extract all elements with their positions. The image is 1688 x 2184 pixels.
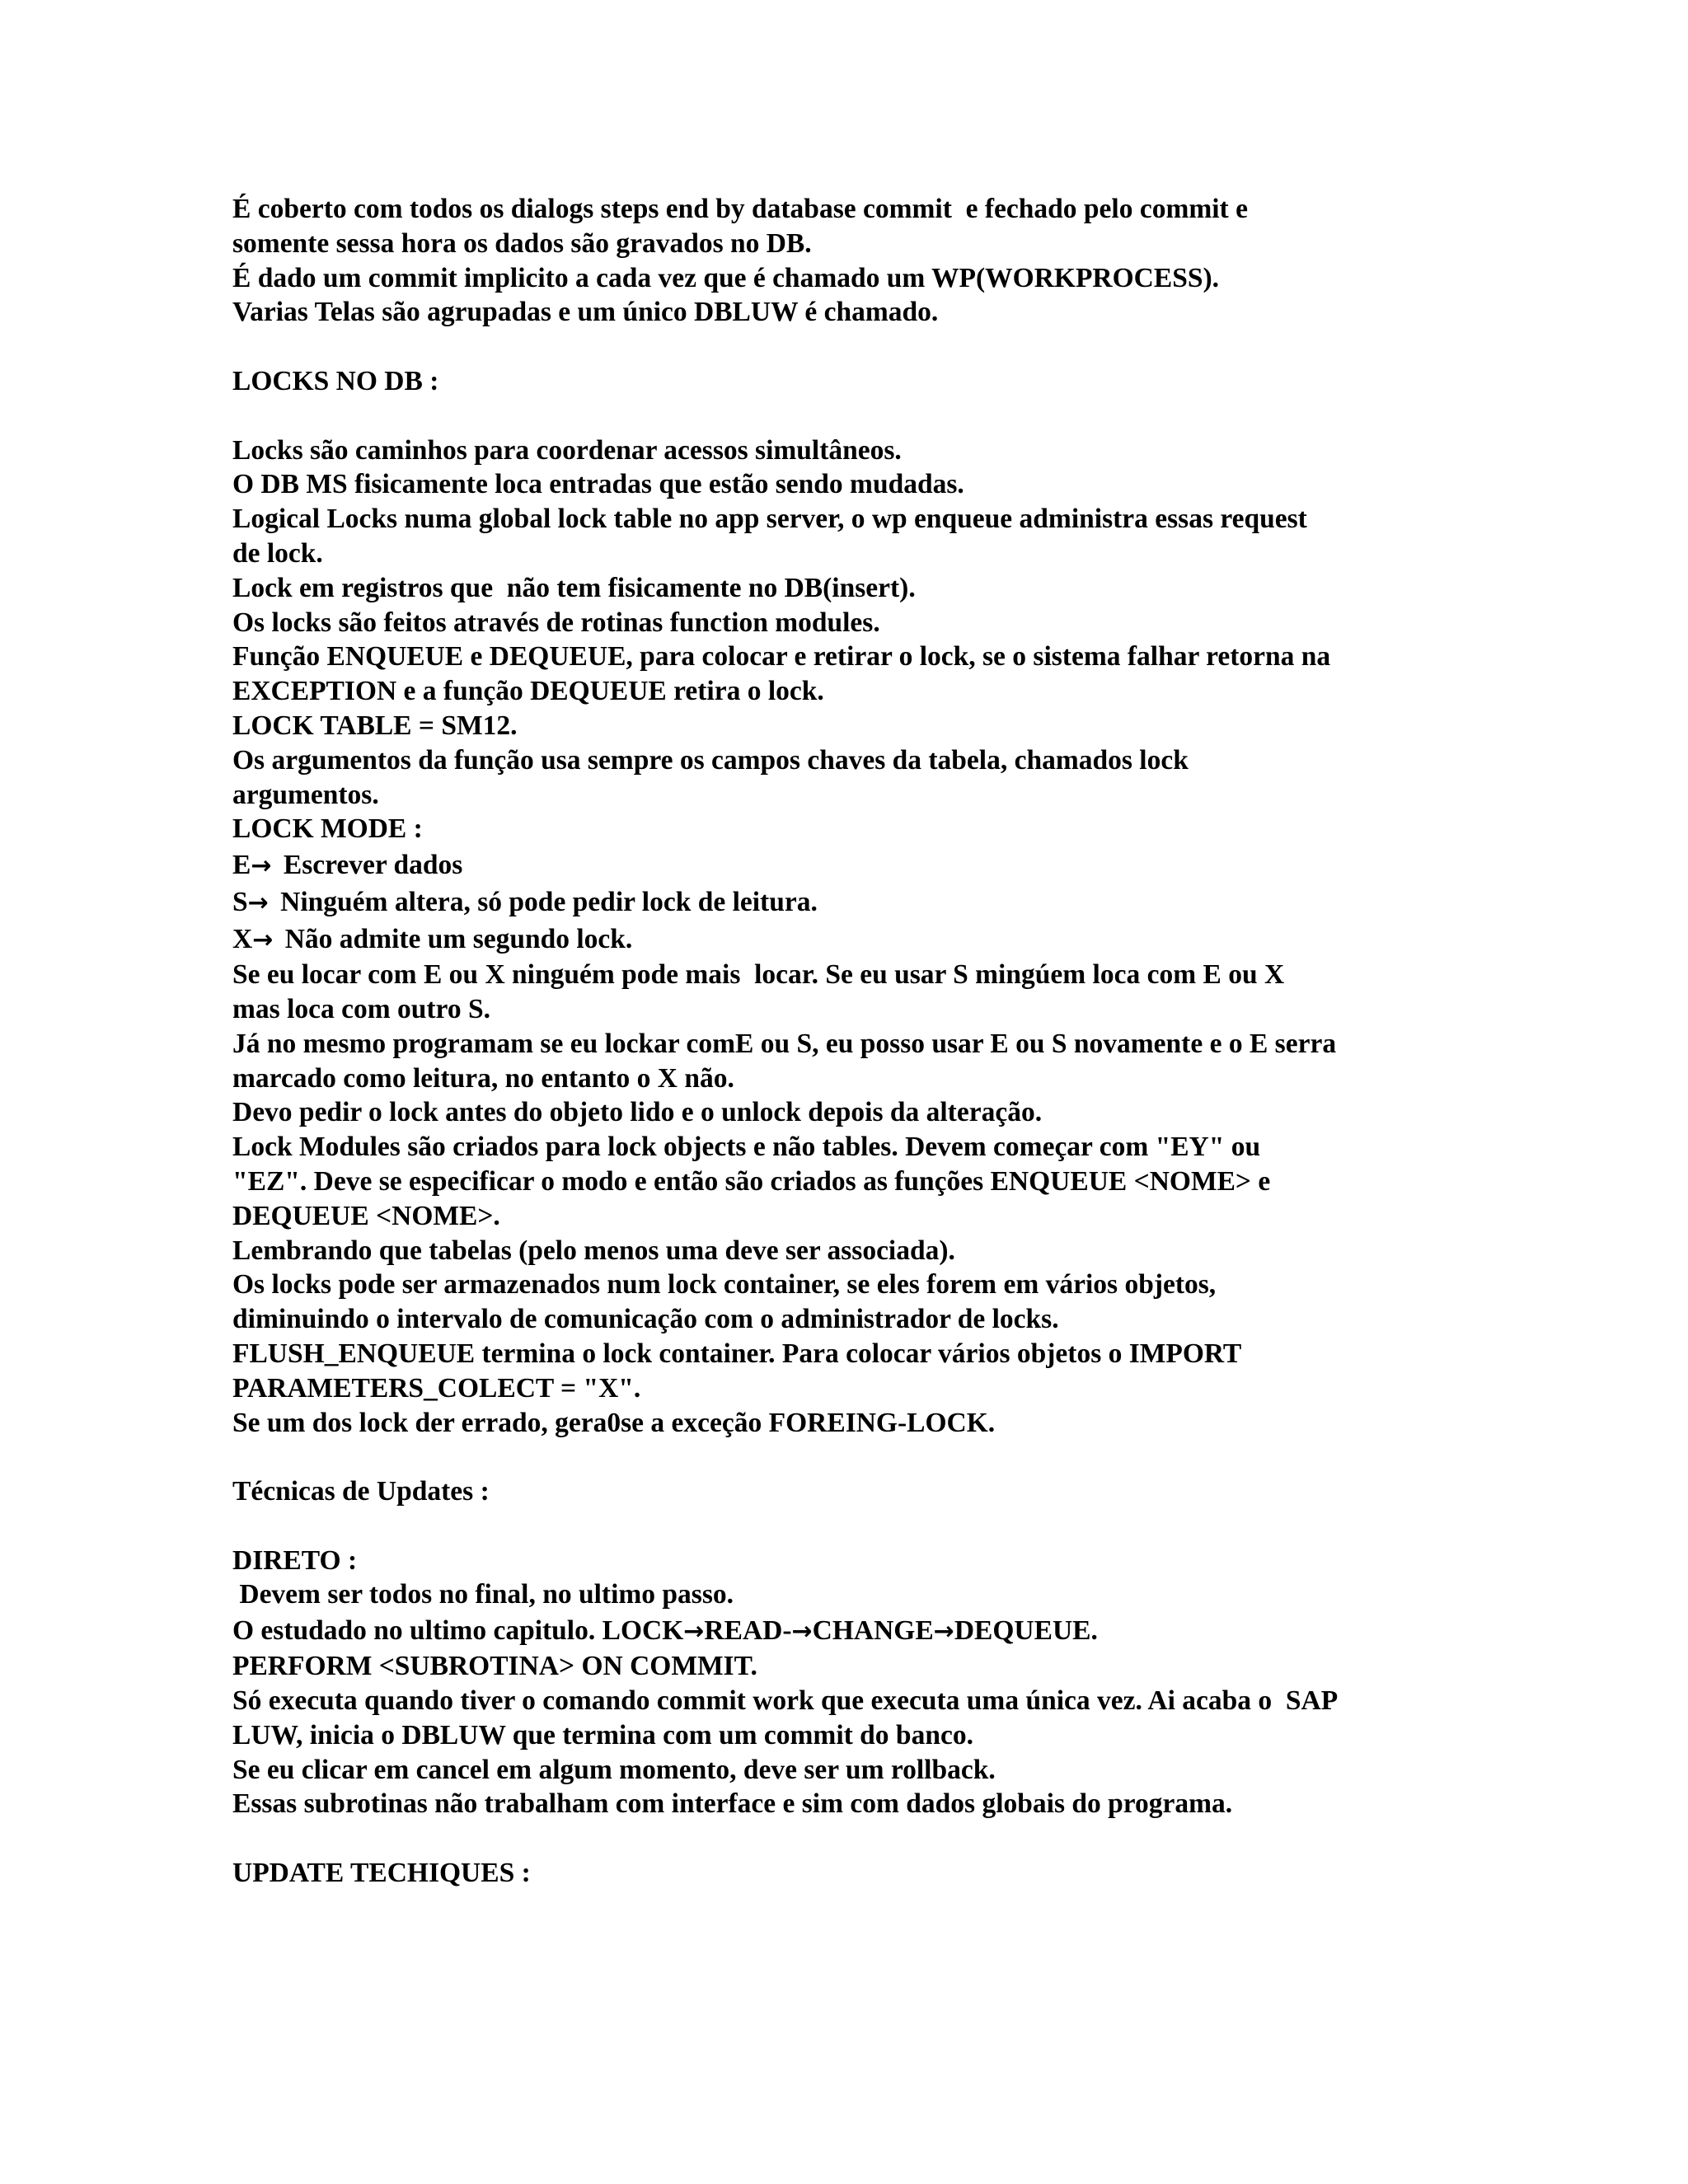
text-line: de lock. — [232, 537, 323, 569]
text-line-flow — [232, 1612, 1469, 1649]
lock-mode-key: X — [232, 924, 253, 955]
text-line: PERFORM <SUBROTINA> ON COMMIT. — [232, 1651, 757, 1682]
blank-line — [232, 1509, 1469, 1544]
text-line: Se um dos lock der errado, gera0se a exceção FOREING-LOCK. — [232, 1407, 996, 1438]
text-line: O DB MS fisicamente loca entradas que estão sendo mudadas. — [232, 469, 964, 500]
text-line: Essas subrotinas não trabalham com interface e sim com dados globais do programa. — [232, 1788, 1233, 1820]
text-line: marcado como leitura, no entanto o X não. — [232, 1062, 734, 1094]
text-line: PARAMETERS_COLECT = "X". — [232, 1372, 641, 1404]
flow-text: O estudado no ultimo capitulo. LOCK — [232, 1615, 684, 1647]
lock-mode-item — [232, 921, 1469, 958]
text-line: Se eu clicar em cancel em algum momento, deve ser um rollback. — [232, 1754, 996, 1785]
text-line: É coberto com todos os dialogs steps end by database commit e fechado pelo commit e — [232, 194, 1248, 224]
right-arrow-icon: → — [933, 1617, 954, 1647]
right-arrow-icon: → — [683, 1617, 705, 1647]
text-line: Devo pedir o lock antes do objeto lido e o unlock depois da alteração. — [232, 1097, 1043, 1128]
right-arrow-icon: → — [791, 1617, 813, 1647]
right-arrow-icon: → — [252, 926, 274, 955]
blank-line — [232, 1821, 1469, 1856]
blank-line — [232, 399, 1469, 434]
lock-mode-heading: LOCK MODE : — [232, 813, 423, 845]
lock-mode-item — [232, 883, 1469, 921]
section-heading-tecnicas: Técnicas de Updates : — [232, 1476, 490, 1507]
lock-mode-text: Não admite um segundo lock. — [278, 924, 633, 955]
text-line: Locks são caminhos para coordenar acessos simultâneos. — [232, 434, 902, 466]
blank-line — [232, 330, 1469, 364]
lock-mode-key: S — [232, 887, 248, 918]
text-line: Função ENQUEUE e DEQUEUE, para colocar e retirar o lock, se o sistema falhar retorna na — [232, 641, 1331, 673]
lock-mode-key: E — [232, 850, 251, 881]
flow-text: READ- — [704, 1615, 792, 1647]
text-line: FLUSH_ENQUEUE termina o lock container. Para colocar vários objetos o IMPORT — [232, 1338, 1242, 1369]
text-line: somente sessa hora os dados são gravados no DB. — [232, 227, 812, 259]
lock-mode-item — [232, 846, 1469, 883]
text-line: Varias Telas são agrupadas e um único DBLUW é chamado. — [232, 297, 939, 328]
flow-text: CHANGE — [812, 1615, 934, 1647]
text-line: Se eu locar com E ou X ninguém pode mais locar. Se eu usar S mingúem loca com E ou X — [232, 959, 1285, 991]
text-line: Os locks pode ser armazenados num lock container, se eles forem em vários objetos, — [232, 1269, 1217, 1301]
lock-mode-text: Ninguém altera, só pode pedir lock de leitura. — [273, 887, 818, 918]
text-line: Logical Locks numa global lock table no app server, o wp enqueue administra essas request — [232, 504, 1307, 535]
lock-mode-text: Escrever dados — [276, 850, 463, 881]
section-heading-direto: DIRETO : — [232, 1544, 358, 1576]
text-line: Devem ser todos no final, no ultimo passo. — [232, 1579, 734, 1610]
text-line: Os argumentos da função usa sempre os campos chaves da tabela, chamados lock — [232, 744, 1189, 776]
text-line: "EZ". Deve se especificar o modo e então são criados as funções ENQUEUE <NOME> e — [232, 1165, 1271, 1197]
text-line: argumentos. — [232, 779, 379, 810]
text-line: diminuindo o intervalo de comunicação com o administrador de locks. — [232, 1304, 1059, 1335]
text-line: É dado um commit implicito a cada vez que é chamado um WP(WORKPROCESS). — [232, 262, 1220, 293]
text-line: Lembrando que tabelas (pelo menos uma deve ser associada). — [232, 1235, 955, 1266]
text-line: LOCK TABLE = SM12. — [232, 710, 518, 741]
section-heading-locks: LOCKS NO DB : — [232, 365, 439, 396]
document-body — [232, 192, 1469, 1891]
text-line: DEQUEUE <NOME>. — [232, 1200, 500, 1231]
text-line: Lock em registros que não tem fisicamente no DB(insert). — [232, 572, 916, 603]
text-line: Lock Modules são criados para lock objects e não tables. Devem começar com "EY" ou — [232, 1132, 1261, 1163]
right-arrow-icon: → — [251, 851, 272, 881]
text-line: Só executa quando tiver o comando commit work que executa uma única vez. Ai acaba o SAP — [232, 1685, 1339, 1717]
section-heading-update: UPDATE TECHIQUES : — [232, 1858, 531, 1889]
text-line: LUW, inicia o DBLUW que termina com um commit do banco. — [232, 1719, 973, 1750]
flow-text: DEQUEUE. — [954, 1615, 1098, 1647]
text-line: mas loca com outro S. — [232, 993, 490, 1024]
text-line: EXCEPTION e a função DEQUEUE retira o lock. — [232, 676, 824, 707]
text-line: Já no mesmo programam se eu lockar comE ou S, eu posso usar E ou S novamente e o E serra — [232, 1028, 1337, 1059]
text-line: Os locks são feitos através de rotinas function modules. — [232, 607, 880, 638]
right-arrow-icon: → — [247, 888, 269, 918]
blank-line — [232, 1440, 1469, 1474]
